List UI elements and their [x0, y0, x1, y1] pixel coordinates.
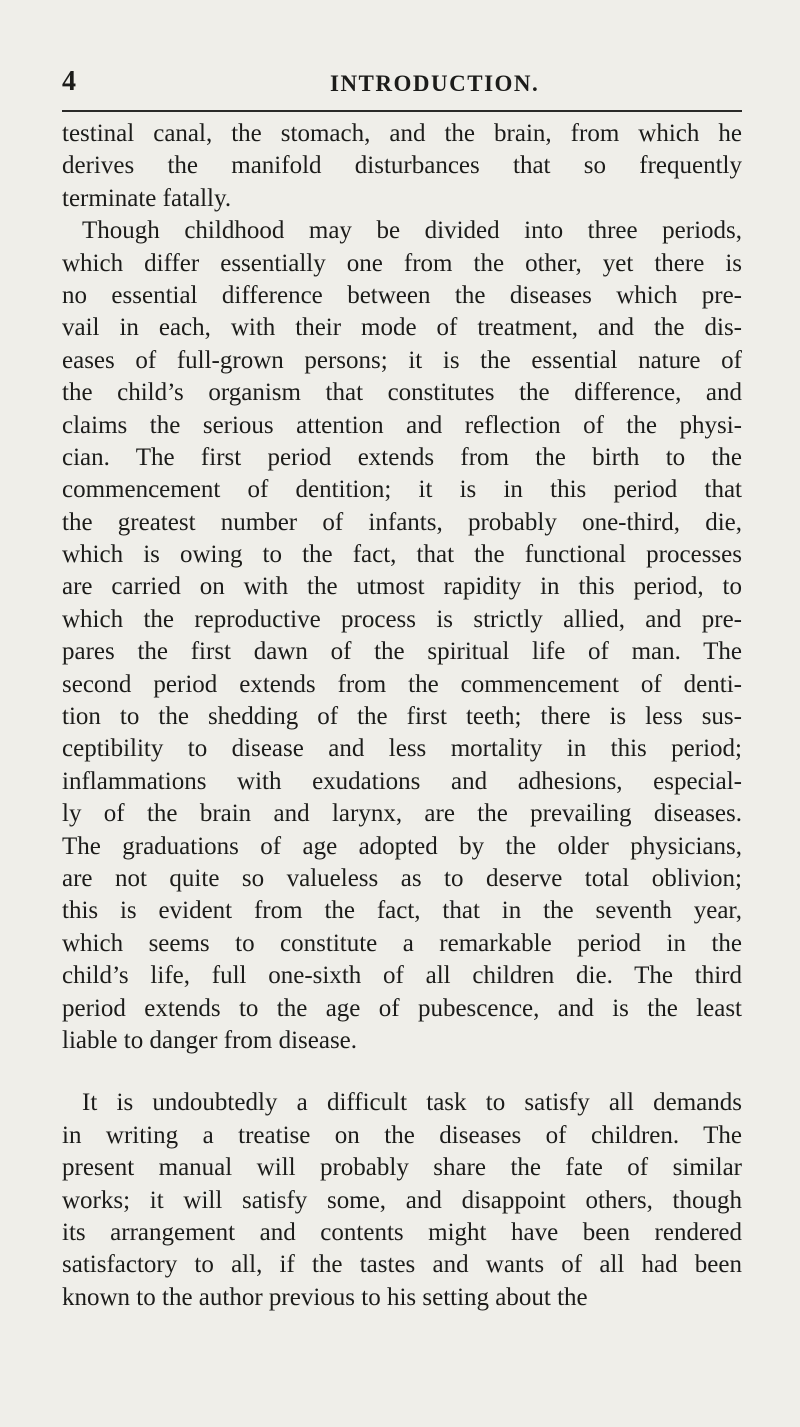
text-line: tion to the shedding of the first teeth; there is less sus- — [62, 703, 742, 731]
paragraph — [62, 1087, 742, 1314]
text-line: derives the manifold disturbances that so frequently — [62, 152, 742, 180]
text-line: this is evident from the fact, that in the seventh year, — [62, 897, 742, 925]
text-line: It is undoubtedly a difficult task to satisfy all demands — [82, 1089, 742, 1117]
text-line: in writing a treatise on the diseases of children. The — [62, 1121, 742, 1149]
text-line: which the reproductive process is strictly allied, and pre- — [62, 605, 742, 633]
text-line: known to the author previous to his setting about the — [62, 1283, 588, 1311]
text-line: cian. The first period extends from the birth to the — [62, 443, 742, 471]
text-line: no essential difference between the diseases which pre- — [62, 281, 742, 309]
text-line: Though childhood may be divided into three periods, — [82, 217, 742, 245]
text-line: terminate fatally. — [62, 184, 232, 212]
text-line: which seems to constitute a remarkable period in the — [62, 929, 742, 957]
text-line: the greatest number of infants, probably one-third, die, — [62, 508, 742, 536]
text-line: liable to danger from disease. — [62, 1026, 358, 1054]
text-line: eases of full-grown persons; it is the essential nature of — [62, 346, 742, 374]
text-line: commencement of dentition; it is in this period that — [62, 476, 742, 504]
page-header — [62, 62, 742, 102]
text-line: ly of the brain and larynx, are the prevailing diseases. — [62, 800, 742, 828]
text-line: which differ essentially one from the other, yet there is — [62, 249, 742, 277]
text-line: claims the serious attention and reflection of the physi- — [62, 411, 742, 439]
text-line: ceptibility to disease and less mortality in this period; — [62, 735, 742, 763]
text-line: pares the first dawn of the spiritual life of man. The — [62, 638, 742, 666]
paragraph-gap — [62, 1057, 742, 1087]
text-line: are not quite so valueless as to deserve total oblivion; — [62, 864, 742, 892]
body-text — [62, 118, 742, 1314]
text-line: vail in each, with their mode of treatment, and the dis- — [62, 314, 742, 342]
text-line: The graduations of age adopted by the older physicians, — [62, 832, 742, 860]
text-line: are carried on with the utmost rapidity in this period, to — [62, 573, 742, 601]
page-number: 4 — [62, 66, 76, 97]
text-line: child’s life, full one-sixth of all children die. The third — [62, 962, 742, 990]
text-line: satisfactory to all, if the tastes and wants of all had been — [62, 1251, 742, 1279]
text-line: inflammations with exudations and adhesions, especial- — [62, 767, 742, 795]
text-line: period extends to the age of pubescence, and is the least — [62, 994, 742, 1022]
text-line: which is owing to the fact, that the functional processes — [62, 541, 742, 569]
running-head: INTRODUCTION. — [330, 71, 540, 96]
paragraph — [62, 118, 742, 215]
text-line: second period extends from the commencement of denti- — [62, 670, 742, 698]
paragraph — [62, 215, 742, 1057]
text-line: works; it will satisfy some, and disappoint others, though — [62, 1186, 742, 1214]
text-line: testinal canal, the stomach, and the brain, from which he — [62, 120, 742, 147]
header-rule — [62, 110, 742, 112]
text-line: present manual will probably share the fate of similar — [62, 1154, 742, 1182]
text-line: the child’s organism that constitutes the difference, and — [62, 379, 742, 407]
text-line: its arrangement and contents might have been rendered — [62, 1218, 742, 1246]
